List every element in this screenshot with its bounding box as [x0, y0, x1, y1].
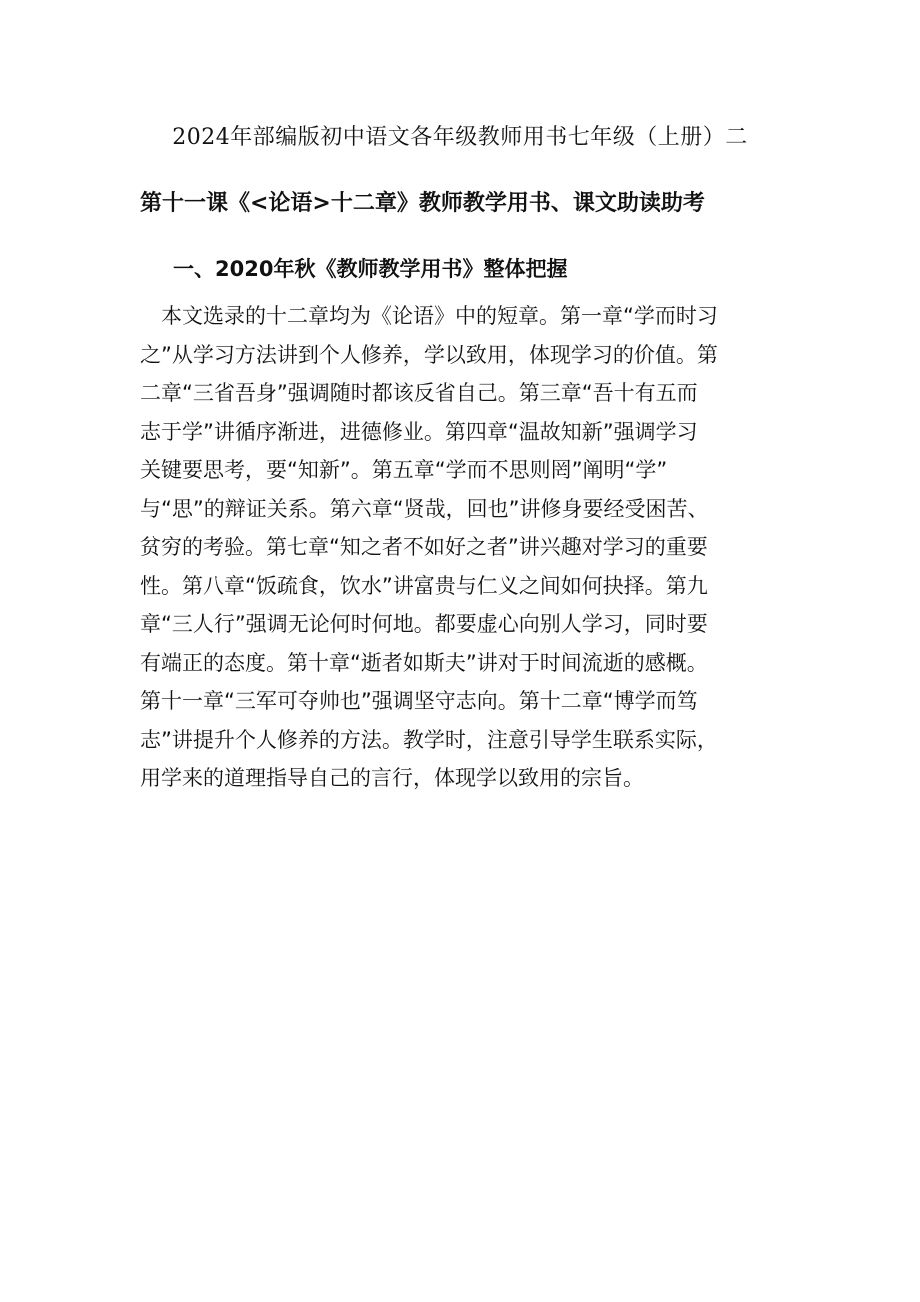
document-title: 2024年部编版初中语文各年级教师用书七年级（上册）二	[172, 125, 748, 150]
lesson-title: 第十一课《<论语>十二章》教师教学用书、课文助读助考	[140, 191, 705, 216]
body-line: 与“思”的辩证关系。第六章“贤哉，回也”讲修身要经受困苦、	[140, 496, 709, 521]
body-line: 有端正的态度。第十章“逝者如斯夫”讲对于时间流逝的感概。	[140, 650, 708, 675]
body-line: 用学来的道理指导自己的言行，体现学以致用的宗旨。	[140, 766, 644, 790]
body-line: 本文选录的十二章均为《论语》中的短章。第一章“学而时习	[140, 304, 718, 328]
body-paragraph	[140, 297, 795, 798]
body-line: 二章“三省吾身”强调随时都该反省自己。第三章“吾十有五而	[140, 381, 698, 405]
body-line: 第十一章“三军可夺帅也”强调坚守志向。第十二章“博学而笃	[140, 689, 698, 713]
body-line: 贫穷的考验。第七章“知之者不如好之者”讲兴趣对学习的重要	[140, 535, 708, 559]
body-line: 章“三人行”强调无论何时何地。都要虚心向别人学习，同时要	[140, 612, 708, 636]
body-line: 性。第八章“饭疏食，饮水”讲富贵与仁义之间如何抉择。第九	[140, 573, 708, 598]
body-line: 志”讲提升个人修养的方法。教学时，注意引导学生联系实际，	[140, 727, 718, 752]
body-line: 志于学”讲循序渐进，进德修业。第四章“温故知新”强调学习	[140, 419, 698, 444]
body-line: 之”从学习方法讲到个人修养，学以致用，体现学习的价值。第	[140, 342, 718, 367]
section-heading: 一、2020年秋《教师教学用书》整体把握	[173, 257, 568, 281]
body-line: 关键要思考，要“知新”。第五章“学而不思则罔”阐明“学”	[140, 458, 668, 482]
